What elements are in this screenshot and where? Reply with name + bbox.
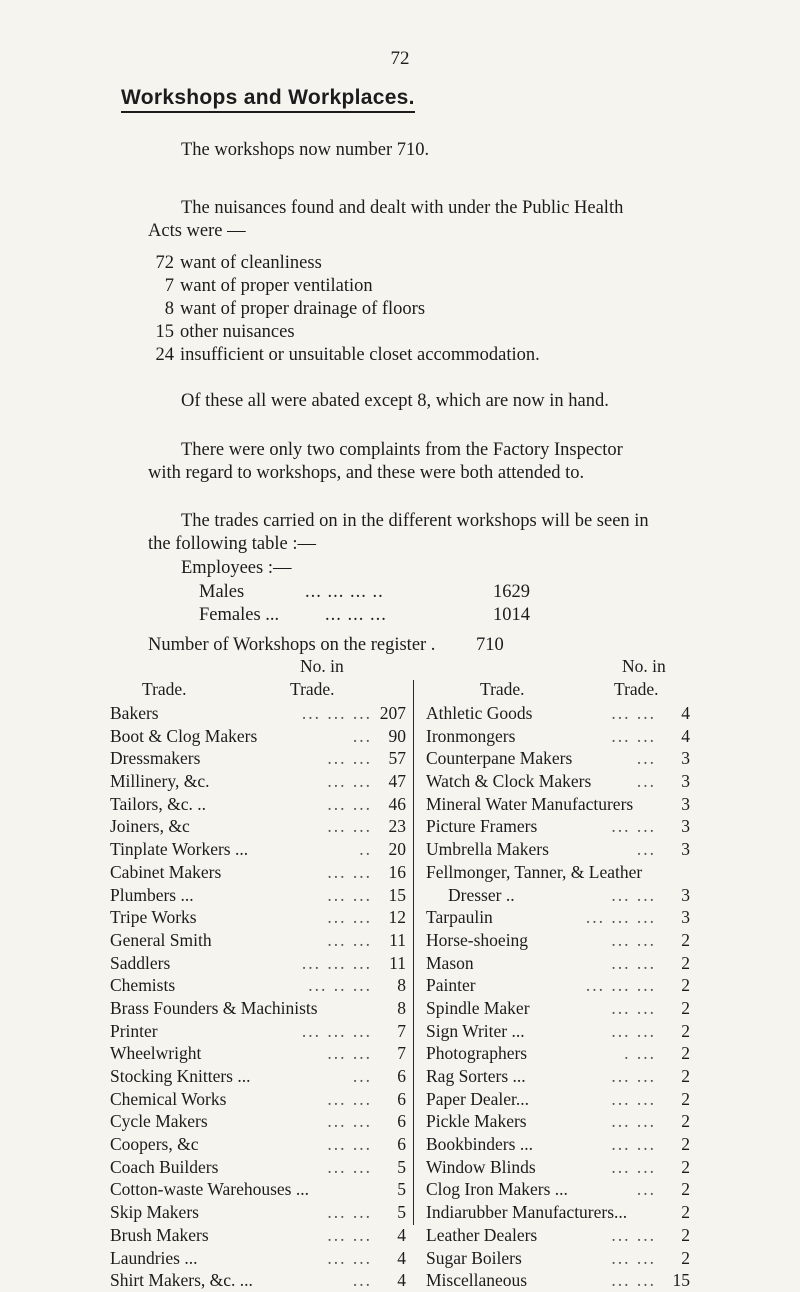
table-row [426, 1247, 690, 1270]
table-row [426, 1088, 690, 1111]
dot-leader: ... ... [327, 1134, 372, 1155]
trade-count: 7 [397, 1043, 406, 1064]
trades-line-2: the following table :— [148, 534, 317, 554]
dot-leader: ... ... [611, 929, 656, 950]
females-value: 1014 [493, 605, 530, 625]
table-row [426, 1178, 690, 1201]
trade-count: 2 [681, 929, 690, 950]
males-label: Males [199, 582, 245, 602]
trade-count: 4 [397, 1224, 406, 1245]
dot-leader: ... ... [611, 884, 656, 905]
nuisances-intro-line-2: Acts were — [148, 221, 246, 241]
trade-count: 57 [388, 748, 406, 769]
trade-count: 3 [681, 839, 690, 860]
trade-count: 6 [397, 1111, 406, 1132]
table-row [426, 1042, 690, 1065]
table-row [110, 770, 406, 793]
table-row [110, 929, 406, 952]
dot-leader: ... ... [611, 952, 656, 973]
dot-leader: ... ... [327, 1247, 372, 1268]
trade-name: Tripe Works [110, 907, 197, 928]
trade-name: Photographers [426, 1043, 528, 1064]
trade-name: Laundries ... [110, 1247, 198, 1268]
table-row [426, 1224, 690, 1247]
table-row [110, 1088, 406, 1111]
table-row [110, 1156, 406, 1179]
dot-leader: ... ... [611, 1270, 656, 1291]
nuisances-list [148, 252, 540, 367]
trade-count: 2 [681, 1134, 690, 1155]
trade-count: 5 [397, 1156, 406, 1177]
table-row [426, 725, 690, 748]
trade-name: Brush Makers [110, 1224, 209, 1245]
dot-leader: ... ... ... [585, 907, 656, 928]
page-number: 72 [390, 48, 410, 69]
table-row [110, 725, 406, 748]
dot-leader: ... ... [327, 793, 372, 814]
table-row [110, 747, 406, 770]
trade-name: Cycle Makers [110, 1111, 208, 1132]
trade-count: 7 [397, 1020, 406, 1041]
table-row [110, 1224, 406, 1247]
dot-leader: ... ... [611, 997, 656, 1018]
trade-name: Wheelwright [110, 1043, 202, 1064]
right-no-header-1: No. in [622, 656, 666, 676]
complaints-line-2: with regard to workshops, and these were both attended to. [148, 463, 585, 483]
table-row [110, 952, 406, 975]
dot-leader: ... ... [327, 1202, 372, 1223]
dot-leader: ... ... [611, 1156, 656, 1177]
dot-leader: ... ... ... [301, 1020, 372, 1041]
right-trade-column [426, 656, 690, 1292]
trade-count: 2 [681, 1247, 690, 1268]
trade-name: Window Blinds [426, 1156, 536, 1177]
trade-name: Picture Framers [426, 816, 538, 837]
table-row [426, 1065, 690, 1088]
dot-leader: ... ... ... [585, 975, 656, 996]
trade-name: Coopers, &c [110, 1134, 199, 1155]
trade-count: 2 [681, 1020, 690, 1041]
dot-leader: ... ... [327, 816, 372, 837]
table-row [426, 1110, 690, 1133]
table-row [426, 906, 690, 929]
list-item: 15 other nuisances [155, 322, 295, 342]
table-row [426, 747, 690, 770]
females-dots: ... ... ... [325, 605, 387, 625]
trade-count: 3 [681, 748, 690, 769]
table-row [110, 1178, 406, 1201]
trade-count: 2 [681, 1043, 690, 1064]
dot-leader: ... [636, 839, 656, 860]
trade-count: 2 [681, 1111, 690, 1132]
trade-name: Watch & Clock Makers [426, 771, 592, 792]
trade-count: 4 [681, 725, 690, 746]
trade-count: 3 [681, 816, 690, 837]
trade-name: Chemists [110, 975, 176, 996]
table-row [426, 770, 690, 793]
trade-name: Painter [426, 975, 476, 996]
trade-name: Paper Dealer... [426, 1088, 530, 1109]
dot-leader: ... ... [327, 1111, 372, 1132]
trade-count: 4 [397, 1270, 406, 1291]
table-row [426, 952, 690, 975]
list-item: 24 insufficient or unsuitable closet accommodation. [155, 345, 540, 365]
table-row [426, 1156, 690, 1179]
trade-name: Millinery, &c. [110, 771, 210, 792]
table-row [110, 1201, 406, 1224]
trade-count: 11 [389, 952, 406, 973]
complaints-line-1: There were only two complaints from the Factory Inspector [181, 440, 623, 460]
trade-name: Boot & Clog Makers [110, 725, 258, 746]
table-row [426, 929, 690, 952]
table-row [110, 1247, 406, 1270]
dot-leader: . ... [624, 1043, 656, 1064]
trade-count: 15 [672, 1270, 690, 1291]
trade-count: 2 [681, 997, 690, 1018]
trade-name: Tailors, &c. .. [110, 793, 206, 814]
trade-count: 3 [681, 884, 690, 905]
employees-label: Employees :— [181, 558, 292, 578]
trade-name: Chemical Works [110, 1088, 227, 1109]
dot-leader: ... ... [611, 1247, 656, 1268]
trade-name: Indiarubber Manufacturers... [426, 1202, 628, 1223]
register-label: Number of Workshops on the register . [148, 635, 436, 655]
trade-name: Sign Writer ... [426, 1020, 525, 1041]
trade-name: Athletic Goods [426, 703, 533, 723]
employees-females-row [199, 605, 539, 626]
trade-name: Counterpane Makers [426, 748, 573, 769]
trade-name: Bookbinders ... [426, 1134, 533, 1155]
dot-leader: ... ... [611, 1020, 656, 1041]
trade-count: 12 [388, 907, 406, 928]
trade-count: 8 [397, 997, 406, 1018]
table-row [110, 1269, 406, 1292]
trade-name: Skip Makers [110, 1202, 199, 1223]
dot-leader: ... ... [327, 1043, 372, 1064]
dot-leader: ... ... [327, 748, 372, 769]
trade-name: Saddlers [110, 952, 171, 973]
trade-count: 4 [681, 703, 690, 723]
table-row [110, 1110, 406, 1133]
trade-count: 23 [388, 816, 406, 837]
dot-leader: .. [359, 839, 372, 860]
trade-name: Coach Builders [110, 1156, 219, 1177]
trade-name: Plumbers ... [110, 884, 194, 905]
trade-name: Clog Iron Makers ... [426, 1179, 568, 1200]
table-row [110, 1042, 406, 1065]
trade-name: Cotton-waste Warehouses ... [110, 1179, 309, 1200]
intro-text: The workshops now number 710. [181, 140, 430, 160]
dot-leader: ... ... [611, 725, 656, 746]
dot-leader: ... ... [611, 816, 656, 837]
dot-leader: ... [636, 1179, 656, 1200]
trade-name: General Smith [110, 929, 212, 950]
table-row [110, 884, 406, 907]
table-row [110, 1065, 406, 1088]
dot-leader: ... [352, 1270, 372, 1291]
trades-line-1: The trades carried on in the different workshops will be seen in [181, 511, 649, 531]
list-item: 8 want of proper drainage of floors [164, 299, 426, 319]
table-row [426, 997, 690, 1020]
table-row [110, 974, 406, 997]
dot-leader: ... ... [327, 861, 372, 882]
trade-name: Horse-shoeing [426, 929, 529, 950]
dot-leader: ... ... [327, 929, 372, 950]
list-item: 7 want of proper ventilation [164, 276, 373, 296]
left-trade-header: Trade. [142, 679, 187, 699]
dot-leader: ... ... [327, 884, 372, 905]
abated-text: Of these all were abated except 8, which are now in hand. [181, 391, 609, 411]
table-row [426, 1020, 690, 1043]
trade-count: 90 [388, 725, 406, 746]
trade-count: 5 [397, 1202, 406, 1223]
dot-leader: ... .. ... [308, 975, 372, 996]
list-item: 72 want of cleanliness [155, 253, 322, 273]
trade-count: 6 [397, 1134, 406, 1155]
trade-name: Brass Founders & Machinists [110, 997, 318, 1018]
dot-leader: ... [352, 725, 372, 746]
table-row [426, 702, 690, 725]
trade-count: 2 [681, 1224, 690, 1245]
trade-count: 2 [681, 1066, 690, 1086]
trade-count: 2 [681, 1156, 690, 1177]
table-row [426, 838, 690, 861]
trade-name: Leather Dealers [426, 1224, 538, 1245]
trade-name: Rag Sorters ... [426, 1066, 526, 1086]
males-value: 1629 [493, 582, 530, 602]
left-column-header [110, 656, 406, 702]
dot-leader: ... ... [327, 771, 372, 792]
dot-leader: ... ... ... [301, 952, 372, 973]
trade-count: 4 [397, 1247, 406, 1268]
column-divider [413, 680, 414, 1225]
trade-name: Mason [426, 952, 474, 973]
section-heading: Workshops and Workplaces. [121, 86, 415, 113]
trade-count: 2 [681, 1202, 690, 1223]
trade-name: Cabinet Makers [110, 861, 222, 882]
dot-leader: ... ... ... [301, 703, 372, 723]
table-row [110, 702, 406, 725]
trade-name: Joiners, &c [110, 816, 190, 837]
trade-count: 11 [389, 929, 406, 950]
trade-count: 16 [388, 861, 406, 882]
left-trade-column [110, 656, 406, 1292]
table-row [426, 1133, 690, 1156]
table-row [426, 815, 690, 838]
trade-name: Stocking Knitters ... [110, 1066, 251, 1086]
employees-males-row [199, 582, 539, 603]
trade-name: Umbrella Makers [426, 839, 549, 860]
dot-leader: ... [636, 748, 656, 769]
trade-count: 20 [388, 839, 406, 860]
right-trade-header: Trade. [480, 679, 525, 699]
table-row [426, 861, 690, 884]
trade-count: 2 [681, 952, 690, 973]
trade-count: 6 [397, 1066, 406, 1086]
dot-leader: ... ... [611, 1088, 656, 1109]
table-row [110, 997, 406, 1020]
table-row [110, 1020, 406, 1043]
females-label: Females ... [199, 605, 280, 625]
trade-count: 6 [397, 1088, 406, 1109]
trade-count: 2 [681, 1179, 690, 1200]
dot-leader: ... ... [327, 907, 372, 928]
trade-name: Sugar Boilers [426, 1247, 522, 1268]
left-no-header-1: No. in [300, 656, 344, 676]
trade-count: 2 [681, 1088, 690, 1109]
dot-leader: ... ... [327, 1224, 372, 1245]
table-row [426, 1201, 690, 1224]
nuisances-intro-line-1: The nuisances found and dealt with under the Public Health [181, 198, 624, 218]
males-dots: ... ... ... .. [305, 582, 384, 602]
table-row [426, 884, 690, 907]
table-row [110, 838, 406, 861]
table-row [110, 815, 406, 838]
table-row [426, 1269, 690, 1292]
left-no-header-2: Trade. [290, 679, 335, 699]
table-row [110, 861, 406, 884]
dot-leader: ... ... [611, 1134, 656, 1155]
trade-name: Bakers [110, 703, 159, 723]
trade-count: 8 [397, 975, 406, 996]
table-row [110, 793, 406, 816]
table-row [110, 906, 406, 929]
trade-count: 47 [388, 771, 406, 792]
trade-name: Dresser .. [448, 884, 515, 905]
trade-name: Tarpaulin [426, 907, 493, 928]
trade-name: Printer [110, 1020, 158, 1041]
dot-leader: ... ... [327, 1088, 372, 1109]
trade-name: Shirt Makers, &c. ... [110, 1270, 253, 1291]
right-no-header-2: Trade. [614, 679, 659, 699]
dot-leader: ... ... [611, 1224, 656, 1245]
trade-count: 3 [681, 907, 690, 928]
trade-count: 3 [681, 793, 690, 814]
trade-name: Dressmakers [110, 748, 201, 769]
trade-name: Tinplate Workers ... [110, 839, 249, 860]
dot-leader: ... ... [611, 703, 656, 723]
trade-count: 46 [388, 793, 406, 814]
dot-leader: ... [636, 771, 656, 792]
trade-count: 2 [681, 975, 690, 996]
table-row [110, 1133, 406, 1156]
trade-name: Fellmonger, Tanner, & Leather [426, 861, 643, 882]
trade-name: Miscellaneous [426, 1270, 528, 1291]
trade-name: Spindle Maker [426, 997, 530, 1018]
trade-count: 15 [388, 884, 406, 905]
dot-leader: ... [352, 1066, 372, 1086]
register-value: 710 [476, 635, 504, 655]
trade-name: Mineral Water Manufacturers [426, 793, 634, 814]
trade-name: Pickle Makers [426, 1111, 527, 1132]
dot-leader: ... ... [327, 1156, 372, 1177]
table-row [426, 793, 690, 816]
trade-name: Ironmongers [426, 725, 516, 746]
trade-count: 207 [379, 703, 406, 723]
dot-leader: ... ... [611, 1111, 656, 1132]
table-row [426, 974, 690, 997]
right-column-header [426, 656, 690, 702]
dot-leader: ... ... [611, 1066, 656, 1086]
trade-count: 5 [397, 1179, 406, 1200]
trade-count: 3 [681, 771, 690, 792]
